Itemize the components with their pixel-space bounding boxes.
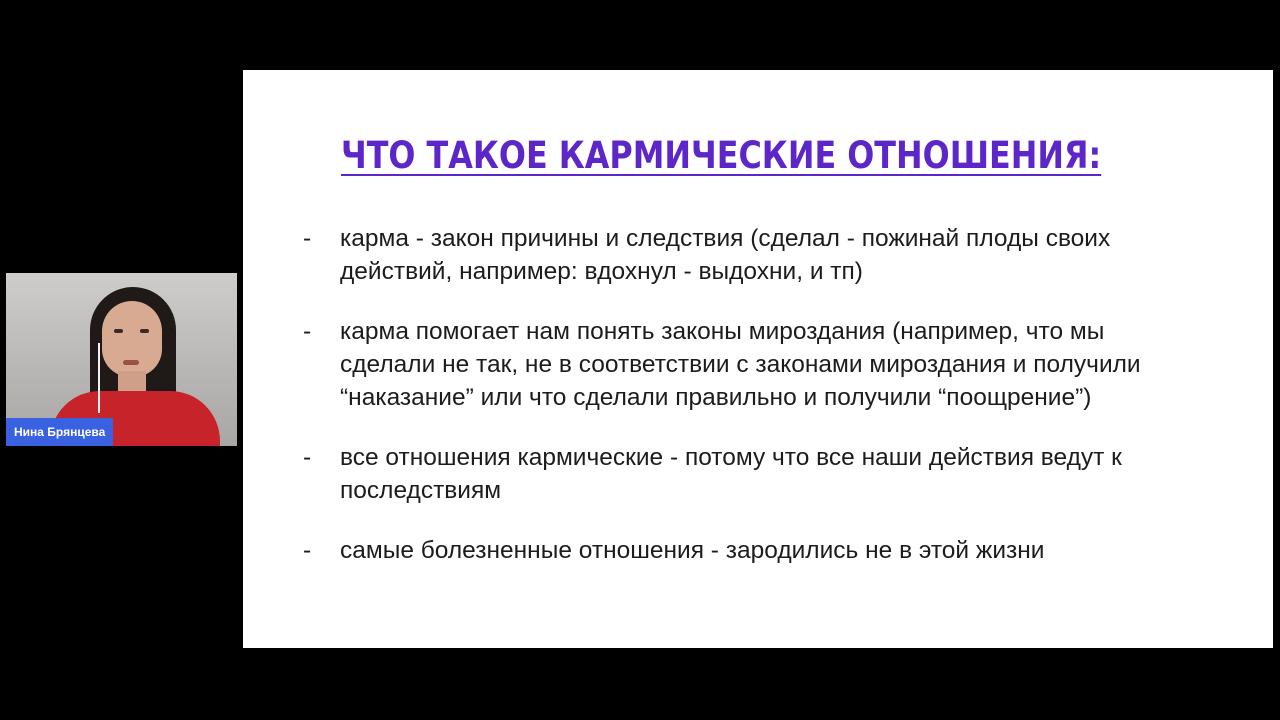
slide-bullet-list [303, 222, 1203, 594]
earbud-wire [98, 343, 100, 413]
bullet-text: все отношения кармические - потому что все наши действия ведут к последствиям [340, 444, 1122, 504]
participant-eye-left [114, 329, 123, 333]
bullet-text: карма - закон причины и следствия (сделал - пожинай плоды своих действий, например: вдохнул - выдохни, и тп) [340, 225, 1111, 285]
participant-mouth [123, 360, 139, 365]
participant-name-badge: Нина Брянцева [6, 418, 113, 446]
shared-slide [243, 70, 1273, 648]
slide-title: ЧТО ТАКОЕ КАРМИЧЕСКИЕ ОТНОШЕНИЯ: [341, 134, 1102, 177]
participant-eye-right [140, 329, 149, 333]
bullet-dash: - [303, 537, 312, 564]
bullet-text: самые болезненные отношения - зародились не в этой жизни [340, 537, 1045, 564]
bullet-dash: - [303, 444, 312, 471]
slide-bullet [303, 222, 1203, 288]
bullet-dash: - [303, 318, 312, 345]
participant-face [102, 301, 162, 377]
bullet-text: карма помогает нам понять законы мироздания (например, что мы сделали не так, не в соответствии с законами мироздания и получили “наказание” или что сделали правильно и получили “поощрение”) [340, 318, 1141, 411]
slide-bullet [303, 315, 1203, 414]
bullet-dash: - [303, 225, 312, 252]
slide-bullet [303, 441, 1203, 507]
slide-bullet [303, 534, 1203, 567]
